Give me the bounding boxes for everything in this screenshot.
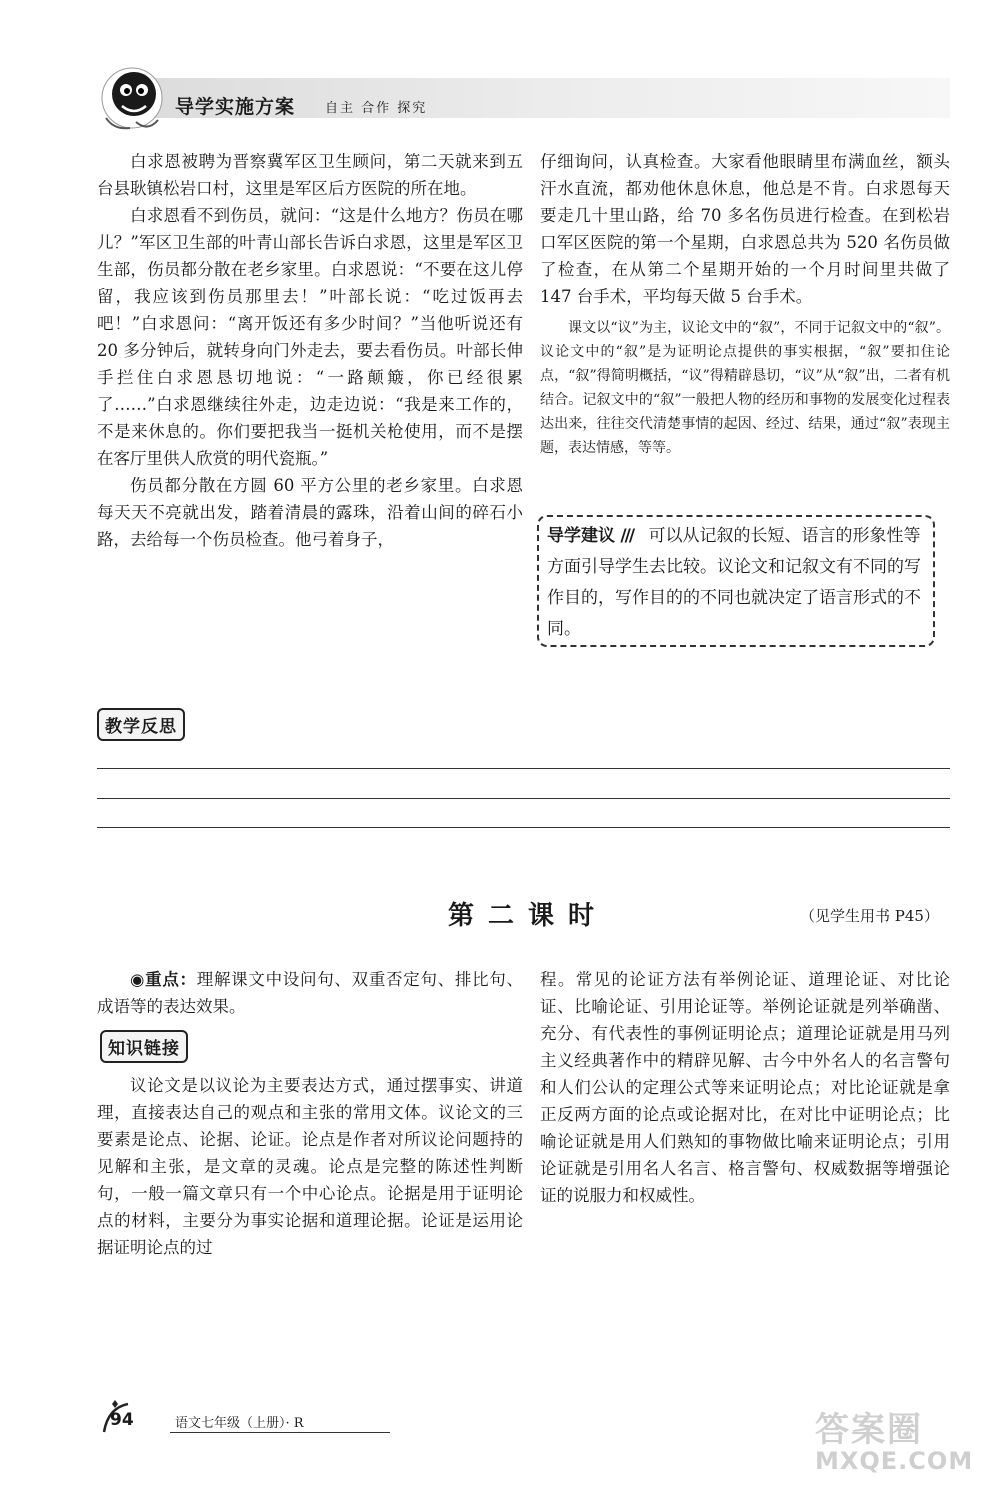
top-right-column bbox=[540, 148, 950, 460]
tip-slashes: /// bbox=[620, 526, 634, 546]
tip-text: 可以从记叙的长短、语言的形象性等方面引导学生去比较。议论文和记叙文有不同的写作目的，写作目的的不同也就决定了语言形式的不同。 bbox=[547, 526, 921, 639]
tip-label: 导学建议 bbox=[547, 526, 615, 546]
watermark bbox=[815, 1402, 973, 1475]
page-number: 94 bbox=[110, 1410, 134, 1430]
bottom-left-column bbox=[97, 966, 523, 1261]
book-label: 语文七年级（上册）· R bbox=[175, 1416, 304, 1431]
reflection-tag: 教学反思 bbox=[97, 708, 185, 741]
paragraph: 白求恩看不到伤员，就问：“这是什么地方？伤员在哪儿？”军区卫生部的叶青山部长告诉白求恩，这里是军区卫生部，伤员都分散在老乡家里。白求恩说：“不要在这儿停留，我应该到伤员那里去！”叶部长说：“吃过饭再去吧！”白求恩问：“离开饭还有多少时间？”当他听说还有 20 多分钟后，就转身向门外走去，要去看伤员。叶部长伸手拦住白求恩恳切地说：“一路颠簸，你已经很累了……”白求恩继续往外走，边走边说：“我是来工作的，不是来休息的。你们要把我当一挺机关枪使用，而不是摆在客厅里供人欣赏的明代瓷瓶。” bbox=[97, 206, 523, 468]
paragraph: 程。常见的论证方法有举例论证、道理论证、对比论证、比喻论证、引用论证等。举例论证就是列举确凿、充分、有代表性的事例证明论点；道理论证就是用马列主义经典著作中的精辟见解、古今中外名人的名言警句和人们公认的定理公式等来证明论点；对比论证就是拿正反两方面的论点或论据对比，在对比中证明论点；比喻论证就是用人们熟知的事物做比喻来证明论点；引用论证就是引用名人名言、格言警句、权威数据等增强论证的说服力和权威性。 bbox=[540, 970, 950, 1205]
header-subtitle: 自主 合作 探究 bbox=[325, 101, 428, 116]
paragraph: 仔细询问，认真检查。大家看他眼睛里布满血丝，额头汗水直流，都劝他休息休息，他总是不肯。白求恩每天要走几十里山路，给 70 多名伤员进行检查。在到松岩口军区医院的第一个星期，白求恩总共为 520 名伤员做了检查，在从第二个星期开始的一个月时间里共做了 147 台手术，平均每天做 5 台手术。 bbox=[540, 152, 950, 306]
answer-line bbox=[97, 798, 950, 799]
paragraph: 白求恩被聘为晋察冀军区卫生顾问，第二天就来到五台县耿镇松岩口村，这里是军区后方医院的所在地。 bbox=[97, 152, 523, 198]
paragraph: 伤员都分散在方圆 60 平方公里的老乡家里。白求恩每天天不亮就出发，踏着清晨的露珠，沿着山间的碎石小路，去给每一个伤员检查。他弓着身子， bbox=[97, 476, 523, 549]
key-point bbox=[97, 966, 523, 1020]
bottom-right-column bbox=[540, 966, 950, 1209]
key-label: ◉重点： bbox=[130, 970, 197, 989]
knowledge-text: 议论文是以议论为主要表达方式，通过摆事实、讲道理，直接表达自己的观点和主张的常用文体。议论文的三要素是论点、论据、论证。论点是作者对所议论问题持的见解和主张，是文章的灵魂。论点是完整的陈述性判断句，一般一篇文章只有一个中心论点。论据是用于证明论点的材料，主要分为事实论据和道理论据。论证是运用论据证明论点的过 bbox=[97, 1076, 523, 1257]
mascot-icon bbox=[92, 60, 172, 140]
watermark-url: MXQE.COM bbox=[815, 1447, 974, 1475]
guidance-tip-box bbox=[537, 515, 935, 647]
knowledge-link-tag: 知识链接 bbox=[100, 1030, 188, 1063]
lesson-title: 第二课时 bbox=[448, 901, 609, 931]
lesson-reference: （见学生用书 P45） bbox=[800, 907, 939, 925]
top-left-column bbox=[97, 148, 523, 553]
watermark-text: 答案圈 bbox=[815, 1410, 923, 1450]
answer-line bbox=[97, 827, 950, 828]
header-title: 导学实施方案 bbox=[175, 96, 296, 118]
teaching-note: 课文以“议”为主，议论文中的“叙”，不同于记叙文中的“叙”。议论文中的“叙”是为证明论点提供的事实根据，“叙”要扣住论点，“叙”得简明概括，“议”得精辟恳切，“议”从“叙”出，二者有机结合。记叙文中的“叙”一般把人物的经历和事物的发展变化过程表达出来，往往交代清楚事情的起因、经过、结果，通过“叙”表现主题，表达情感，等等。 bbox=[540, 320, 950, 456]
answer-line bbox=[97, 768, 950, 769]
key-text: 理解课文中设问句、双重否定句、排比句、成语等的表达效果。 bbox=[97, 970, 523, 1016]
footer-line bbox=[170, 1432, 390, 1433]
